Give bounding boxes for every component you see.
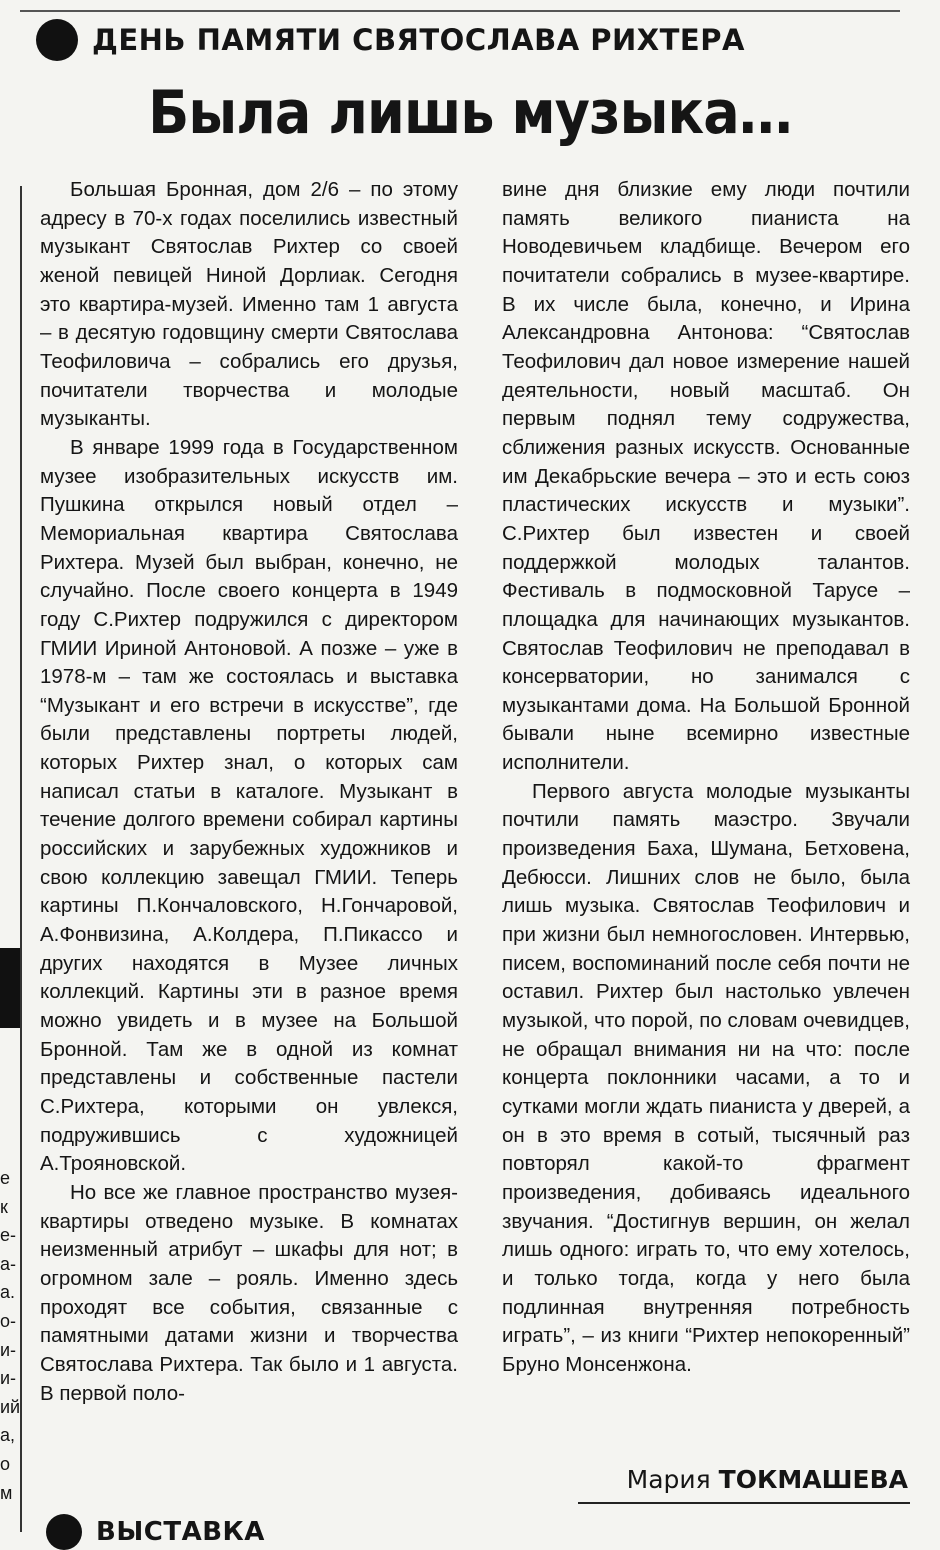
column-divider <box>20 186 22 1532</box>
neighbor-black-block <box>0 948 20 1028</box>
left-column <box>40 176 458 1408</box>
fragment-line: м <box>0 1482 13 1503</box>
next-rubric-title: ВЫСТАВКА <box>96 1517 265 1547</box>
fragment-line: и- <box>0 1339 17 1360</box>
section-rubric <box>36 18 745 62</box>
author-first-name: Мария <box>626 1465 711 1494</box>
fragment-line: к <box>0 1196 8 1217</box>
fragment-line: о <box>0 1453 11 1474</box>
neighbor-column-fragments <box>0 1164 21 1507</box>
paragraph: вине дня близкие ему люди почтили память великого пианиста на Новодевичьем кладбище. Вечером его почитатели собрались в музее-квартире. В их числе была, конечно, и Ирина Александровна Антонова: “Святослав Теофилович дал новое измерение нашей деятельности, новый масштаб. Он первым поднял тему содружества, сближения разных искусств. Основанные им Декабрьские вечера – это и есть союз пластических искусств и музыки”. С.Рихтер был известен и своей поддержкой молодых талантов. Фестиваль в подмосковной Тарусе – площадка для начинающих музыкантов. Святослав Теофилович не преподавал в консерватории, но занимался с музыкантами дома. На Большой Бронной бывали ныне всемирно известные исполнители. <box>502 178 910 775</box>
paragraph: Первого августа молодые музыканты почтили память маэстро. Звучали произведения Баха, Шумана, Бетховена, Дебюсси. Лишних слов не было, была лишь музыка. Святослав Теофилович и при жизни был немногословен. Интервью, писем, воспоминаний после себя почти не оставил. Рихтер был настолько увлечен музыкой, что порой, по словам очевидцев, не обращал внимания ни на что: после концерта поклонники часами, а то и сутками могли ждать пианиста у дверей, а он в это время в сотый, тысячный раз повторял какой-то фрагмент произведения, добиваясь идеального звучания. “Достигнув вершин, он желал лишь одного: играть то, что ему хотелось, и только тогда, когда у него была подлинная внутренняя потребность играть”, – из книги “Рихтер непокоренный” Бруно Монсенжона. <box>502 779 910 1376</box>
fragment-line: а. <box>0 1282 16 1303</box>
fragment-line: а- <box>0 1253 17 1274</box>
fragment-line: и- <box>0 1368 17 1389</box>
fragment-line: е <box>0 1168 11 1188</box>
rubric-title: ДЕНЬ ПАМЯТИ СВЯТОСЛАВА РИХТЕРА <box>92 23 745 57</box>
fragment-line: а, <box>0 1425 16 1446</box>
author-byline <box>576 1465 908 1494</box>
article-headline: Была лишь музыка… <box>148 78 792 148</box>
paragraph: Большая Бронная, дом 2/6 – по этому адресу в 70-х годах поселились известный музыкант Святослав Рихтер со своей женой певицей Ниной Дорлиак. Сегодня это квартира-музей. Именно там 1 августа – в десятую годовщину смерти Святослава Теофиловича – собрались его друзья, почитатели творчества и молодые музыканты. <box>40 178 458 431</box>
bullet-dot-icon <box>46 1514 82 1550</box>
next-section-rubric <box>46 1514 265 1550</box>
previous-article-cutoff <box>20 0 900 12</box>
author-surname: ТОКМАШЕВА <box>718 1465 908 1494</box>
fragment-line: о- <box>0 1310 17 1331</box>
bullet-dot-icon <box>36 19 78 61</box>
paragraph: Но все же главное пространство музея-квартиры отведено музыке. В комнатах неизменный атрибут – шкафы для нот; в огромном зале – рояль. Именно здесь проходят все события, связанные с памятными датами жизни и творчества Святослава Рихтера. Так было и 1 августа. В первой поло- <box>40 1180 458 1405</box>
fragment-line: е- <box>0 1225 17 1246</box>
right-column <box>502 176 910 1380</box>
byline-underline <box>578 1502 910 1504</box>
fragment-line: ий <box>0 1396 21 1417</box>
paragraph: В январе 1999 года в Государственном музее изобразительных искусств им. Пушкина открылся новый отдел – Мемориальная квартира Святослава Рихтера. Музей был выбран, конечно, не случайно. После своего концерта в 1949 году С.Рихтер подружился с директором ГМИИ Ириной Антоновой. А позже – уже в 1978-м – там же состоялась и выставка “Музыкант и его встречи в искусстве”, где были представлены портреты людей, которых Рихтер знал, о которых сам написал статьи в каталоге. Музыкант в течение долгого времени собирал картины российских и зарубежных художников и свою коллекцию завещал ГМИИ. Теперь картины П.Кончаловского, Н.Гончаровой, А.Фонвизина, А.Колдера, П.Пикассо и других находятся в Музее личных коллекций. Картины эти в разное время можно увидеть и в музее на Большой Бронной. Там же в одной из комнат представлены и собственные пастели С.Рихтера, которыми он увлекся, подружившись с художницей А.Трояновской. <box>40 435 458 1176</box>
